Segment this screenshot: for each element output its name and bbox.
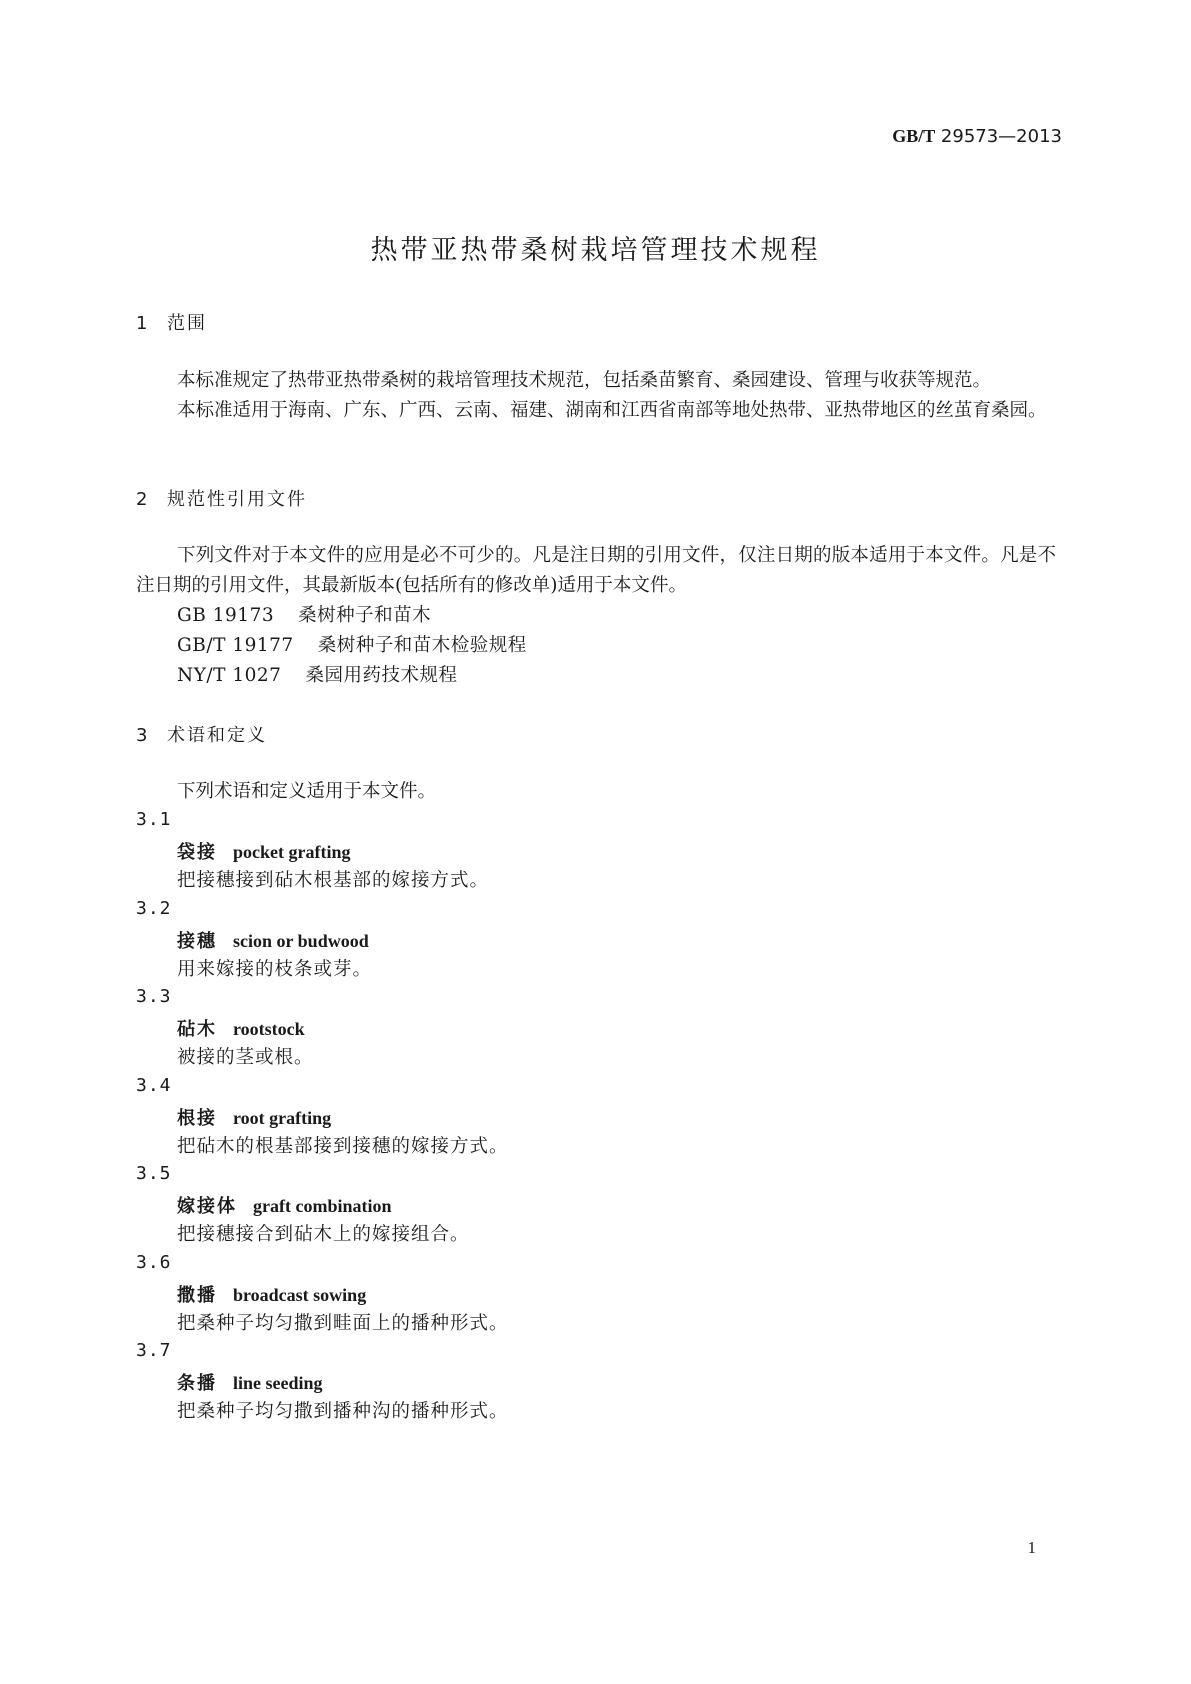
reference-title: 桑树种子和苗木	[298, 605, 432, 626]
term-definition: 用来嫁接的枝条或芽。	[177, 959, 373, 980]
term-number: 3.3	[136, 986, 172, 1007]
reference-item	[177, 661, 457, 687]
term-chinese: 砧木	[177, 1019, 217, 1040]
term-heading	[177, 927, 369, 953]
section-heading-2	[136, 485, 307, 511]
term-definition: 被接的茎或根。	[177, 1047, 314, 1068]
section-number: 3	[136, 725, 148, 746]
term-definition: 把接穗接到砧木根基部的嫁接方式。	[177, 870, 490, 891]
term-heading	[177, 838, 350, 864]
paragraph-scope-1: 本标准规定了热带亚热带桑树的栽培管理技术规范，包括桑苗繁育、桑园建设、管理与收获等规范。	[177, 370, 992, 391]
standard-code-number: 29573—2013	[935, 126, 1062, 147]
standard-code-prefix: GB/T	[892, 126, 936, 146]
section-heading-1	[136, 309, 207, 335]
paragraph-scope-2: 本标准适用于海南、广东、广西、云南、福建、湖南和江西省南部等地处热带、亚热带地区的丝茧育桑园。	[177, 400, 1047, 421]
section-heading-3	[136, 721, 267, 747]
reference-code: GB/T 19177	[177, 635, 294, 656]
reference-item	[177, 631, 527, 657]
reference-title: 桑树种子和苗木检验规程	[317, 635, 527, 656]
document-title: 热带亚热带桑树栽培管理技术规程	[370, 235, 821, 266]
term-chinese: 条播	[177, 1373, 217, 1394]
reference-title: 桑园用药技术规程	[305, 665, 458, 686]
term-english: root grafting	[233, 1108, 332, 1128]
reference-code: NY/T 1027	[177, 665, 282, 686]
term-english: graft combination	[253, 1196, 392, 1216]
reference-code: GB 19173	[177, 605, 275, 626]
term-number: 3.2	[136, 898, 172, 919]
section-number: 2	[136, 489, 148, 510]
term-english: rootstock	[233, 1019, 305, 1039]
term-heading	[177, 1015, 305, 1041]
term-heading	[177, 1369, 323, 1395]
standard-code	[892, 126, 1062, 147]
term-definition: 把砧木的根基部接到接穗的嫁接方式。	[177, 1136, 509, 1157]
term-definition: 把桑种子均匀撒到畦面上的播种形式。	[177, 1313, 509, 1334]
section-title: 范围	[167, 313, 207, 334]
page-number: 1	[1027, 1538, 1036, 1557]
section-title: 规范性引用文件	[167, 489, 307, 510]
paragraph-terms-intro: 下列术语和定义适用于本文件。	[177, 781, 437, 802]
term-english: line seeding	[233, 1373, 323, 1393]
term-definition: 把桑种子均匀撒到播种沟的播种形式。	[177, 1401, 509, 1422]
term-definition: 把接穗接合到砧木上的嫁接组合。	[177, 1224, 470, 1245]
section-number: 1	[136, 313, 148, 334]
term-number: 3.6	[136, 1252, 172, 1273]
term-chinese: 接穗	[177, 931, 217, 952]
term-number: 3.4	[136, 1075, 172, 1096]
term-number: 3.1	[136, 809, 172, 830]
term-chinese: 撒播	[177, 1285, 217, 1306]
term-number: 3.7	[136, 1340, 172, 1361]
term-english: scion or budwood	[233, 931, 369, 951]
term-chinese: 嫁接体	[177, 1196, 237, 1217]
reference-item	[177, 601, 431, 627]
term-heading	[177, 1192, 392, 1218]
term-heading	[177, 1281, 366, 1307]
term-chinese: 根接	[177, 1108, 217, 1129]
term-english: pocket grafting	[233, 842, 351, 862]
paragraph-references-intro: 下列文件对于本文件的应用是必不可少的。凡是注日期的引用文件，仅注日期的版本适用于本文件。凡是不注日期的引用文件，其最新版本(包括所有的修改单)适用于本文件。	[136, 545, 1056, 596]
section-title: 术语和定义	[167, 725, 267, 746]
term-english: broadcast sowing	[233, 1285, 367, 1305]
term-heading	[177, 1104, 331, 1130]
term-chinese: 袋接	[177, 842, 217, 863]
term-number: 3.5	[136, 1163, 172, 1184]
